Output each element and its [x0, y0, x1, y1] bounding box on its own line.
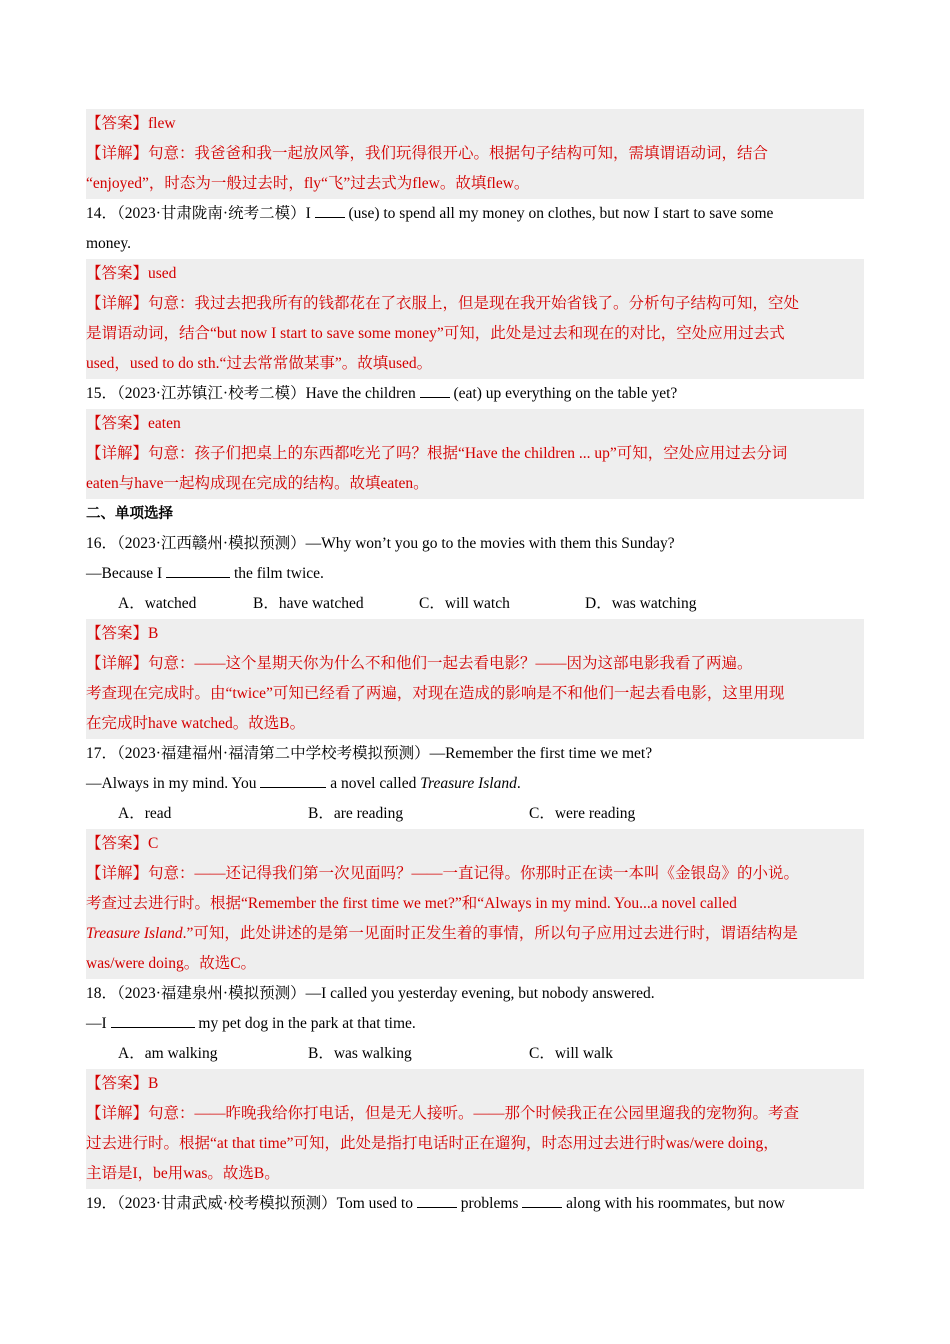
question-16-options [86, 589, 864, 619]
answer-block-16 [86, 619, 864, 739]
detail-13-line1: 【详解】句意：我爸爸和我一起放风筝，我们玩得很开心。根据句子结构可知，需填谓语动词，结合 [86, 145, 769, 162]
detail-13-line2: “enjoyed”，时态为一般过去时，fly“飞”过去式为flew。故填flew。 [86, 175, 530, 192]
option-a: A．am walking [118, 1045, 218, 1062]
detail-16-line1: 【详解】句意：——这个星期天你为什么不和他们一起去看电影？——因为这部电影我看了两遍。 [86, 655, 753, 672]
question-19-text-b: problems [456, 1195, 523, 1212]
question-16-text-b: the film twice. [230, 565, 324, 582]
detail-16-line2: 考查现在完成时。由“twice”可知已经看了两遍，对现在造成的影响是不和他们一起去看电影，这里用现 [86, 685, 785, 702]
question-16-line1: 16．（2023·江西赣州·模拟预测）—Why won’t you go to the movies with them this Sunday? [86, 535, 675, 552]
question-15-blank [420, 382, 450, 398]
answer-block-13 [86, 109, 864, 199]
option-b: B．have watched [253, 595, 364, 612]
question-18-text-b: my pet dog in the park at that time. [194, 1015, 416, 1032]
question-17-options [86, 799, 864, 829]
question-16-blank [166, 562, 230, 578]
option-b: B．are reading [308, 805, 404, 822]
detail-18-line2: 过去进行时。根据“at that time”可知，此处是指打电话时正在遛狗，时态用过去进行时was/were doing， [86, 1135, 779, 1152]
question-18-line1: 18．（2023·福建泉州·模拟预测）—I called you yesterday evening, but nobody answered. [86, 985, 655, 1002]
question-14-text-b: (use) to spend all my money on clothes, but now I start to save some [344, 205, 774, 222]
question-16 [86, 529, 864, 619]
question-18 [86, 979, 864, 1069]
question-19-blank-1 [417, 1192, 457, 1208]
question-14-blank [315, 202, 345, 218]
option-a: A．read [118, 805, 172, 822]
question-18-blank [111, 1012, 195, 1028]
question-17-text-d: . [516, 775, 521, 792]
question-17 [86, 739, 864, 829]
question-14 [86, 199, 864, 259]
question-17-text-a: —Always in my mind. You [86, 775, 261, 792]
section-heading: 二、单项选择 [86, 506, 173, 522]
question-17-blank [260, 772, 326, 788]
question-15 [86, 379, 864, 409]
detail-17-line1: 【详解】句意：——还记得我们第一次见面吗？——一直记得。你那时正在读一本叫《金银岛》的小说。 [86, 865, 800, 882]
question-16-text-a: —Because I [86, 565, 167, 582]
question-19-blank-2 [522, 1192, 562, 1208]
question-19-text-c: along with his roommates, but now [562, 1195, 785, 1212]
detail-18-line1: 【详解】句意：——昨晚我给你打电话，但是无人接听。——那个时候我正在公园里遛我的宠物狗。考查 [86, 1105, 800, 1122]
answer-14: 【答案】used [86, 265, 177, 282]
question-14-text-a: 14．（2023·甘肃陇南·统考二模）I [86, 205, 315, 222]
option-c: C．were reading [529, 805, 636, 822]
detail-14-line1: 【详解】句意：我过去把我所有的钱都花在了衣服上，但是现在我开始省钱了。分析句子结构可知，空处 [86, 295, 800, 312]
question-17-book-title: Treasure Island [420, 775, 517, 792]
question-18-text-a: —I [86, 1015, 111, 1032]
option-d: D．was watching [585, 595, 697, 612]
detail-17-line3: .”可知，此处讲述的是第一见面时正发生着的事情，所以句子应用过去进行时，谓语结构是 [182, 925, 798, 942]
answer-block-14 [86, 259, 864, 379]
question-15-text-a: 15．（2023·江苏镇江·校考二模）Have the children [86, 385, 420, 402]
answer-13: 【答案】flew [86, 115, 176, 132]
detail-14-line2: 是谓语动词，结合“but now I start to save some money”可知，此处是过去和现在的对比，空处应用过去式 [86, 325, 785, 342]
detail-16-line3: 在完成时have watched。故选B。 [86, 715, 306, 732]
answer-17: 【答案】C [86, 835, 159, 852]
option-c: C．will watch [419, 595, 510, 612]
answer-15: 【答案】eaten [86, 415, 181, 432]
question-19 [86, 1189, 864, 1219]
answer-block-18 [86, 1069, 864, 1189]
question-17-text-b: a novel called [326, 775, 421, 792]
detail-18-line3: 主语是I，be用was。故选B。 [86, 1165, 280, 1182]
question-14-line2: money. [86, 235, 132, 252]
detail-15-line1: 【详解】句意：孩子们把桌上的东西都吃光了吗？根据“Have the children ... up”可知，空处应用过去分词 [86, 445, 788, 462]
question-18-options [86, 1039, 864, 1069]
option-b: B．was walking [308, 1045, 412, 1062]
answer-block-15 [86, 409, 864, 499]
detail-15-line2: eaten与have一起构成现在完成的结构。故填eaten。 [86, 475, 429, 492]
detail-17-book-title: Treasure Island [86, 925, 183, 942]
detail-17-line2: 考查过去进行时。根据“Remember the first time we met?”和“Always in my mind. You...a novel called [86, 895, 737, 912]
document-page [86, 109, 864, 1219]
detail-14-line3: used，used to do sth.“过去常常做某事”。故填used。 [86, 355, 433, 372]
detail-17-line4: was/were doing。故选C。 [86, 955, 257, 972]
option-a: A．watched [118, 595, 197, 612]
question-19-text-a: 19．（2023·甘肃武威·校考模拟预测）Tom used to [86, 1195, 417, 1212]
answer-16: 【答案】B [86, 625, 159, 642]
option-c: C．will walk [529, 1045, 613, 1062]
answer-18: 【答案】B [86, 1075, 159, 1092]
question-17-line1: 17．（2023·福建福州·福清第二中学校考模拟预测）—Remember the first time we met? [86, 745, 653, 762]
question-15-text-b: (eat) up everything on the table yet? [449, 385, 678, 402]
answer-block-17 [86, 829, 864, 979]
